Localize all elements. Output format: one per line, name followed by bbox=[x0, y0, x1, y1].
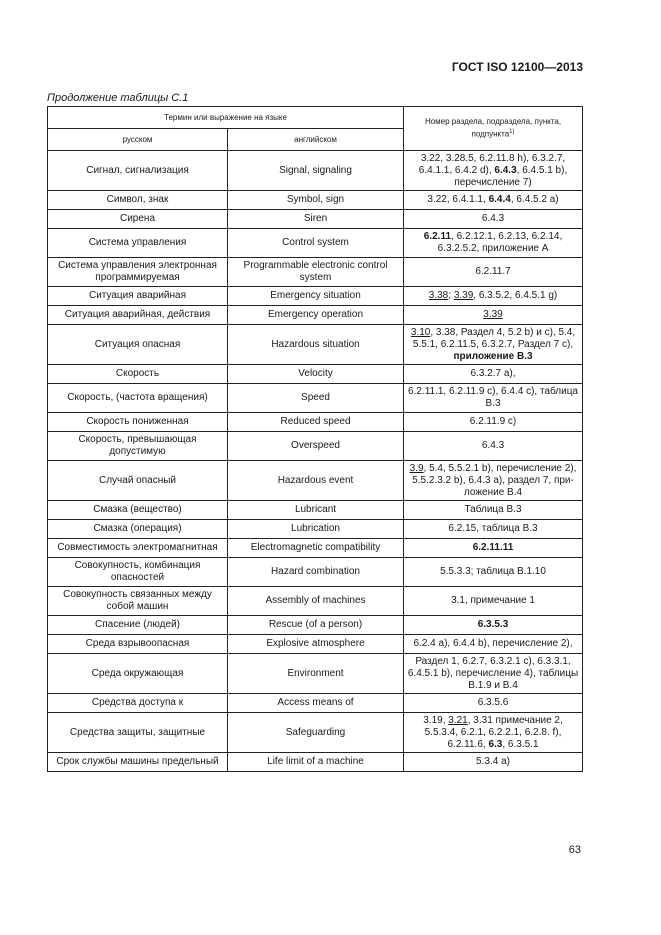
section-reference-part: 6.2.4 а), 6.4.4 b), перечисление 2), bbox=[413, 638, 573, 649]
section-reference bbox=[404, 587, 583, 616]
table-row bbox=[48, 151, 583, 191]
table-row bbox=[48, 520, 583, 539]
section-reference bbox=[404, 616, 583, 635]
section-reference-part: приложение В.3 bbox=[453, 350, 533, 362]
term-russian: Символ, знак bbox=[48, 191, 228, 210]
term-russian: Совместимость электромагнитная bbox=[48, 539, 228, 558]
table-body bbox=[48, 151, 583, 772]
section-reference bbox=[404, 654, 583, 694]
term-english: Hazard combination bbox=[228, 558, 404, 587]
section-reference-part: 3.10 bbox=[410, 326, 431, 338]
table-row bbox=[48, 616, 583, 635]
section-reference-part: , 3.38, Раздел 4, 5.2 b) и с), 5.4, 5.5.1, 6.2.11.5, 6.3.2.7, Раздел 7 с), bbox=[412, 326, 576, 350]
page-number: 63 bbox=[568, 844, 581, 856]
term-english: Electromagnetic compatibility bbox=[228, 539, 404, 558]
head-russian: русском bbox=[48, 129, 228, 151]
section-reference-part: 5.3.4 а) bbox=[476, 756, 510, 767]
section-reference bbox=[404, 753, 583, 772]
head-section-footnote: 1) bbox=[509, 129, 515, 136]
head-english: английском bbox=[228, 129, 404, 151]
term-english: Lubricant bbox=[228, 501, 404, 520]
section-reference bbox=[404, 151, 583, 191]
section-reference bbox=[404, 306, 583, 325]
section-reference-part: 3.19, bbox=[423, 714, 449, 726]
section-reference-part: 6.2.11 bbox=[423, 231, 452, 242]
section-reference-part: , 6.4.5.2 а) bbox=[510, 194, 559, 205]
table-row bbox=[48, 432, 583, 461]
section-reference-part: 3.39 bbox=[453, 290, 474, 301]
term-russian: Система управления bbox=[48, 229, 228, 258]
section-reference-part: 6.3.5.3 bbox=[477, 619, 509, 630]
section-reference bbox=[404, 191, 583, 210]
table-row bbox=[48, 539, 583, 558]
section-reference bbox=[404, 258, 583, 287]
section-reference bbox=[404, 501, 583, 520]
section-reference bbox=[404, 539, 583, 558]
table-row bbox=[48, 287, 583, 306]
term-russian: Смазка (вещество) bbox=[48, 501, 228, 520]
term-english: Environment bbox=[228, 654, 404, 694]
section-reference-part: 6.3.2.7 а), bbox=[470, 368, 516, 379]
term-english: Programmable electronic control system bbox=[228, 258, 404, 287]
term-english: Life limit of a machine bbox=[228, 753, 404, 772]
term-russian: Среда окружающая bbox=[48, 654, 228, 694]
term-russian: Спасение (людей) bbox=[48, 616, 228, 635]
term-russian: Средства доступа к bbox=[48, 694, 228, 713]
table-row bbox=[48, 229, 583, 258]
section-reference bbox=[404, 384, 583, 413]
table-row bbox=[48, 587, 583, 616]
term-russian: Ситуация опасная bbox=[48, 325, 228, 365]
table-row bbox=[48, 258, 583, 287]
section-reference-part: , 6.4.5.1 b), перечисление 7) bbox=[454, 164, 568, 188]
section-reference-part: 6.4.3 bbox=[481, 440, 505, 451]
section-reference-part: , 6.3.5.1 bbox=[502, 738, 539, 750]
section-reference-part: 3.1, примечание 1 bbox=[451, 595, 535, 606]
term-russian: Сирена bbox=[48, 210, 228, 229]
section-reference bbox=[404, 287, 583, 306]
section-reference-part: 6.3 bbox=[488, 738, 503, 750]
term-russian: Система управления электронная программируемая bbox=[48, 258, 228, 287]
term-english: Signal, signaling bbox=[228, 151, 404, 191]
term-english: Emergency situation bbox=[228, 287, 404, 306]
term-english: Assembly of machines bbox=[228, 587, 404, 616]
section-reference bbox=[404, 210, 583, 229]
section-reference-part: 6.3.5.6 bbox=[477, 697, 509, 708]
table-row bbox=[48, 694, 583, 713]
term-russian: Случай опасный bbox=[48, 461, 228, 501]
section-reference-part: 3.21 bbox=[448, 714, 468, 726]
section-reference-part: 6.2.11.11 bbox=[472, 542, 514, 553]
section-reference-part: Таблица В.3 bbox=[464, 504, 522, 515]
table-row bbox=[48, 753, 583, 772]
term-english: Reduced speed bbox=[228, 413, 404, 432]
term-english: Explosive atmosphere bbox=[228, 635, 404, 654]
table-caption: Продолжение таблицы С.1 bbox=[47, 92, 189, 104]
term-russian: Совокупность связанных между собой машин bbox=[48, 587, 228, 616]
head-section-text: Номер раздела, подраздела, пункта, подпункта bbox=[424, 117, 562, 139]
term-english: Lubrication bbox=[228, 520, 404, 539]
term-russian: Скорость пониженная bbox=[48, 413, 228, 432]
table-row bbox=[48, 210, 583, 229]
term-english: Access means of bbox=[228, 694, 404, 713]
section-reference-part: , 6.2.12.1, 6.2.13, 6.2.14, 6.3.2.5.2, приложение А bbox=[437, 231, 563, 254]
head-term-group: Термин или выражение на языке bbox=[48, 107, 404, 129]
terms-table bbox=[47, 106, 583, 772]
section-reference bbox=[404, 461, 583, 501]
table-row bbox=[48, 191, 583, 210]
term-english: Hazardous situation bbox=[228, 325, 404, 365]
term-russian: Среда взрывоопасная bbox=[48, 635, 228, 654]
table-row bbox=[48, 654, 583, 694]
section-reference-part: 3.38 bbox=[428, 290, 449, 301]
term-russian: Сигнал, сигнализация bbox=[48, 151, 228, 191]
section-reference bbox=[404, 432, 583, 461]
table-row bbox=[48, 306, 583, 325]
section-reference-part: 6.2.11.1, 6.2.11.9 с), 6.4.4 с), таблица В.3 bbox=[408, 386, 578, 409]
term-english: Emergency operation bbox=[228, 306, 404, 325]
section-reference-part: 6.2.11.9 с) bbox=[469, 416, 517, 427]
table-row bbox=[48, 461, 583, 501]
section-reference-part: 3.22, 6.4.1.1, bbox=[427, 194, 489, 205]
term-russian: Смазка (операция) bbox=[48, 520, 228, 539]
table-row bbox=[48, 713, 583, 753]
section-reference-part: , 5.4, 5.5.2.1 b), перечисление 2), 5.5.2.3.2 b), 6.4.3 а), раздел 7, при-ложение В.4 bbox=[412, 462, 577, 498]
section-reference-part: 6.4.3 bbox=[494, 164, 517, 176]
term-russian: Совокупность, комбинация опасностей bbox=[48, 558, 228, 587]
term-russian: Срок службы машины предельный bbox=[48, 753, 228, 772]
term-russian: Скорость, превышающая допустимую bbox=[48, 432, 228, 461]
section-reference-part: Раздел 1, 6.2.7, 6.3.2.1 с), 6.3.3.1, 6.4.5.1 b), перечисление 4), таблицы В.1.9 и В.4 bbox=[407, 655, 579, 691]
section-reference-part: 3.39 bbox=[483, 309, 503, 320]
term-english: Overspeed bbox=[228, 432, 404, 461]
section-reference bbox=[404, 520, 583, 539]
section-reference-part: 5.5.3.3; таблица В.1.10 bbox=[440, 566, 546, 577]
section-reference-part: , 3.31 примечание 2, 5.5.3.4, 6.2.1, 6.2.2.1, 6.2.8. f), 6.2.11.6, bbox=[424, 714, 563, 750]
section-reference-part: ; bbox=[448, 290, 454, 301]
section-reference bbox=[404, 694, 583, 713]
table-row bbox=[48, 365, 583, 384]
table-row bbox=[48, 413, 583, 432]
section-reference-part: 6.2.11.7 bbox=[475, 266, 511, 277]
section-reference bbox=[404, 635, 583, 654]
section-reference-part: , 6.3.5.2, 6.4.5.1 g) bbox=[473, 290, 558, 301]
section-reference bbox=[404, 229, 583, 258]
term-english: Siren bbox=[228, 210, 404, 229]
head-section bbox=[404, 107, 583, 151]
section-reference-part: 3.22, 3.28.5, 6.2.11.8 h), 6.3.2.7, 6.4.1.1, 6.4.2 d), bbox=[418, 152, 566, 176]
section-reference bbox=[404, 713, 583, 753]
term-russian: Скорость, (частота вращения) bbox=[48, 384, 228, 413]
section-reference-part: 6.4.3 bbox=[481, 213, 505, 224]
standard-designation: ГОСТ ISO 12100—2013 bbox=[451, 60, 583, 74]
table-row bbox=[48, 635, 583, 654]
term-russian: Скорость bbox=[48, 365, 228, 384]
table-row bbox=[48, 501, 583, 520]
term-english: Speed bbox=[228, 384, 404, 413]
table-row bbox=[48, 384, 583, 413]
term-english: Hazardous event bbox=[228, 461, 404, 501]
section-reference-part: 3.9 bbox=[409, 462, 424, 474]
section-reference bbox=[404, 413, 583, 432]
table-row bbox=[48, 558, 583, 587]
section-reference bbox=[404, 558, 583, 587]
term-russian: Средства защиты, защитные bbox=[48, 713, 228, 753]
term-russian: Ситуация аварийная, действия bbox=[48, 306, 228, 325]
term-english: Safeguarding bbox=[228, 713, 404, 753]
term-russian: Ситуация аварийная bbox=[48, 287, 228, 306]
table-row bbox=[48, 325, 583, 365]
section-reference bbox=[404, 365, 583, 384]
term-english: Rescue (of a person) bbox=[228, 616, 404, 635]
section-reference-part: 6.2.15, таблица В.3 bbox=[448, 523, 538, 534]
table-head bbox=[48, 107, 583, 151]
term-english: Control system bbox=[228, 229, 404, 258]
section-reference bbox=[404, 325, 583, 365]
section-reference-part: 6.4.4 bbox=[488, 194, 511, 205]
term-english: Symbol, sign bbox=[228, 191, 404, 210]
term-english: Velocity bbox=[228, 365, 404, 384]
